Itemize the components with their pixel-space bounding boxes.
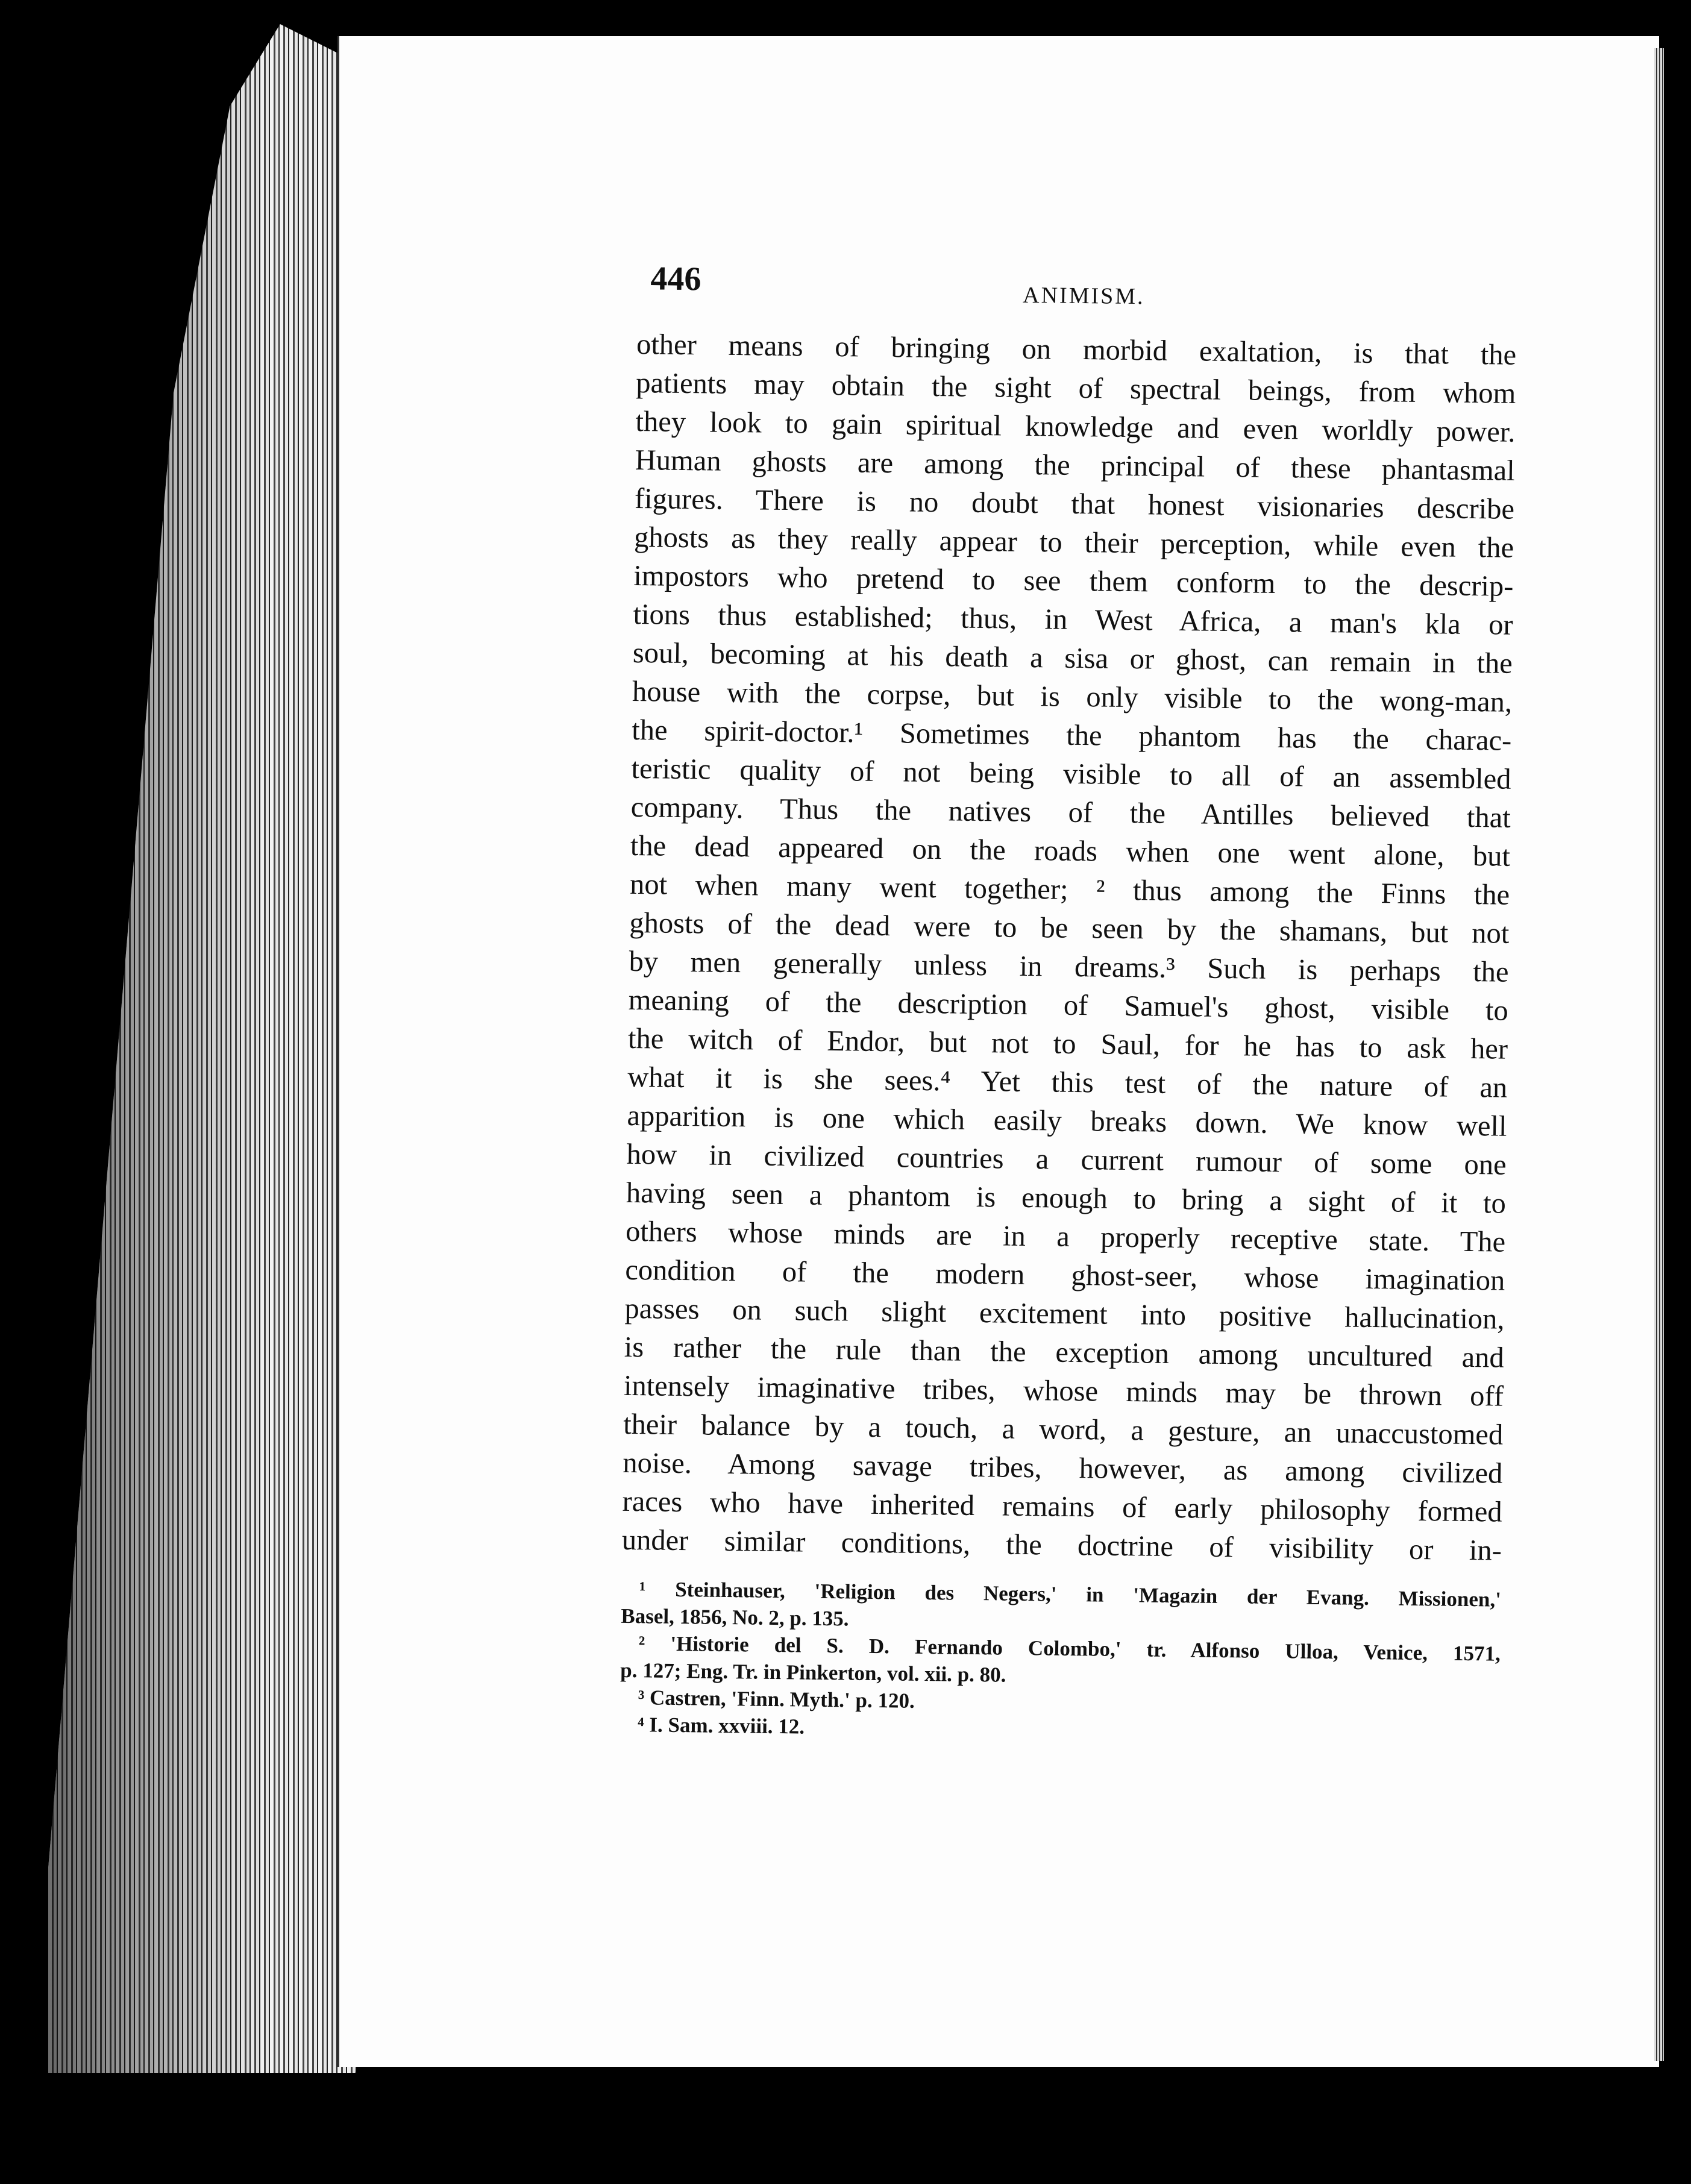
body-line: condition of the modern ghost-seer, whose imagination — [625, 1254, 1505, 1297]
body-line: teristic quality of not being visible to all of an assembled — [631, 752, 1511, 795]
body-text — [622, 325, 1517, 1571]
body-line: passes on such slight excitement into positive hallucination, — [624, 1292, 1505, 1335]
body-line: figures. There is no doubt that honest visionaries describe — [634, 482, 1515, 526]
body-line: under similar conditions, the doctrine of visibility or in- — [621, 1523, 1502, 1567]
body-line: noise. Among savage tribes, however, as among civilized — [623, 1446, 1503, 1490]
page-header — [637, 253, 1517, 336]
footnote-line: ² 'Historie del S. D. Fernando Colombo,' tr. Alfonso Ulloa, Venice, 1571, — [638, 1631, 1501, 1666]
running-head: ANIMISM. — [1022, 282, 1145, 310]
body-line: the witch of Endor, but not to Saul, for he has to ask her — [627, 1022, 1508, 1065]
body-line: their balance by a touch, a word, a gesture, an unaccustomed — [623, 1408, 1504, 1451]
body-line: meaning of the description of Samuel's ghost, visible to — [628, 984, 1509, 1027]
body-line: patients may obtain the sight of spectral beings, from whom — [636, 366, 1516, 410]
footnote-line: ⁴ I. Sam. xxviii. 12. — [637, 1713, 805, 1739]
body-line: other means of bringing on morbid exaltation, is that the — [636, 328, 1517, 371]
footnotes — [620, 1575, 1501, 1749]
body-line: soul, becoming at his death a sisa or ghost, can remain in the — [632, 636, 1513, 680]
body-line: others whose minds are in a properly receptive state. The — [625, 1215, 1506, 1258]
page-text-block — [620, 253, 1517, 1749]
body-line: is rather the rule than the exception among uncultured and — [624, 1331, 1505, 1374]
body-line: the dead appeared on the roads when one went alone, but — [630, 829, 1511, 873]
body-line: impostors who pretend to see them conform to the descrip- — [633, 559, 1514, 603]
footnote-line: ¹ Steinhauser, 'Religion des Negers,' in 'Magazin der Evang. Missionen,' — [639, 1577, 1502, 1611]
body-line: intensely imaginative tribes, whose minds may be thrown off — [623, 1369, 1504, 1413]
body-line: what it is she sees.⁴ Yet this test of the nature of an — [627, 1061, 1508, 1104]
body-line: tions thus established; thus, in West Africa, a man's kla or — [633, 598, 1513, 641]
body-line: having seen a phantom is enough to bring a sight of it to — [626, 1176, 1507, 1220]
page-number: 446 — [650, 260, 701, 298]
body-line: by men generally unless in dreams.³ Such is perhaps the — [629, 945, 1509, 988]
footnote-line: p. 127; Eng. Tr. in Pinkerton, vol. xii. p. 80. — [620, 1658, 1006, 1687]
body-line: races who have inherited remains of early philosophy formed — [622, 1485, 1502, 1528]
footnote-line: Basel, 1856, No. 2, p. 135. — [621, 1604, 849, 1631]
body-line: not when many went together; ² thus among the Finns the — [629, 868, 1510, 911]
body-line: Human ghosts are among the principal of these phantasmal — [635, 444, 1516, 487]
body-line: apparition is one which easily breaks down. We know well — [627, 1099, 1507, 1143]
body-line: the spirit-doctor.¹ Sometimes the phantom has the charac- — [632, 714, 1512, 757]
body-line: house with the corpse, but is only visible to the wong-man, — [632, 675, 1513, 718]
body-line: how in civilized countries a current rumour of some one — [626, 1138, 1507, 1181]
body-line: ghosts of the dead were to be seen by the shamans, but not — [629, 906, 1510, 950]
body-line: they look to gain spiritual knowledge and even worldly power. — [635, 405, 1516, 448]
right-page-edge — [1654, 48, 1664, 2061]
body-line: company. Thus the natives of the Antilles believed that — [630, 791, 1511, 834]
body-line: ghosts as they really appear to their perception, while even the — [633, 521, 1514, 564]
footnote-line: ³ Castren, 'Finn. Myth.' p. 120. — [638, 1686, 915, 1713]
